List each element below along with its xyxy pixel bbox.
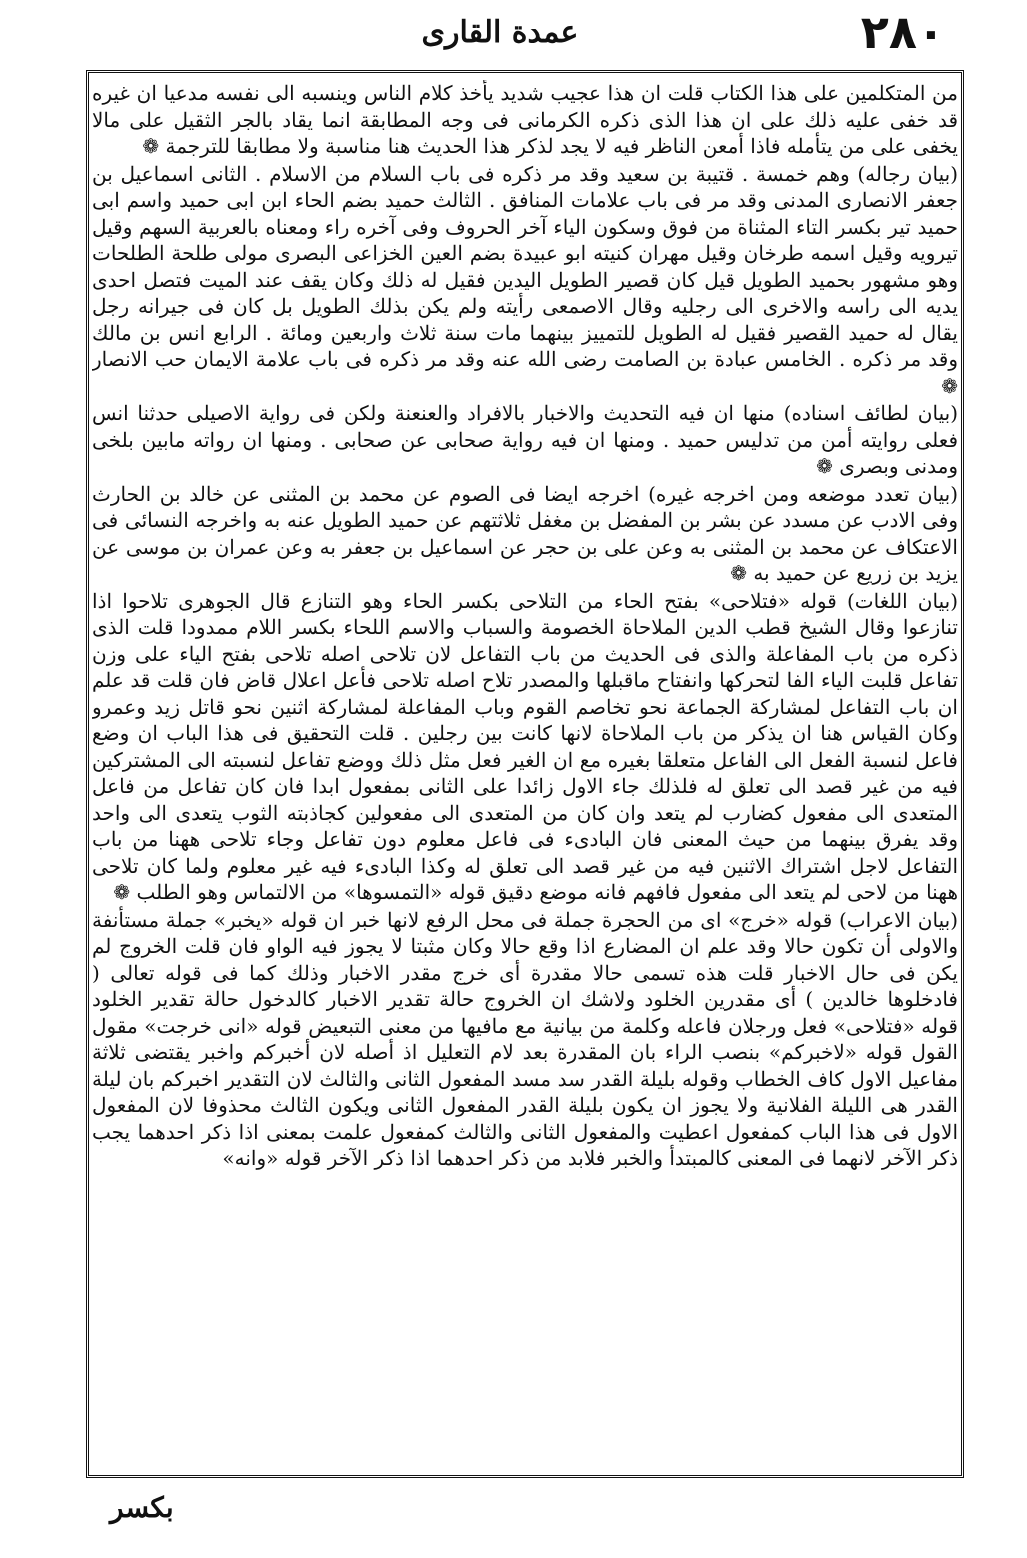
page-number: ٢٨٠	[860, 5, 945, 59]
paragraph-other-sources: (بيان تعدد موضعه ومن اخرجه غيره) اخرجه ايضا فى الصوم عن محمد بن المثنى عن خالد بن الحارث وفى الادب عن مسدد عن بشر بن المفضل بن مغفل ثلاثتهم عن حميد الطويل عنه به واخرجه النسائى فى الاعتكاف عن محمد بن المثنى به وعن على بن حجر عن اسماعيل بن جعفر به وعن عمران بن موسى عن يزيد بن زريع عن حميد به ❁	[92, 481, 958, 585]
running-title: عمدة القارى	[421, 15, 579, 50]
text-body	[92, 80, 958, 1472]
catchword: بكسر	[110, 1491, 174, 1524]
paragraph-grammar: (بيان الاعراب) قوله «خرج» اى من الحجرة جملة فى محل الرفع لانها خبر ان قوله «يخبر» جملة مستأنفة والاولى أن تكون حالا وقد علم ان المضارع اذا وقع حالا وكان مثبتا لا يجوز فيه الواو فان قلت الخروج لم يكن فى حال الاخبار قلت هذه تسمى حالا مقدرة أى خرج مقدر الاخبار وذلك كما فى قوله تعالى ( فادخلوها خالدين ) أى مقدرين الخلود ولاشك ان الخروج حالة تقدير الاخبار كالدخول حالة تقدير الخلود قوله «فتلاحى» فعل ورجلان فاعله وكلمة من بيانية مع مافيها من معنى التبعيض قوله «انى خرجت» مقول القول قوله «لاخبركم» بنصب الراء بان المقدرة بعد لام التعليل اذ أصله لان أخبركم واخبر يقتضى ثلاثة مفاعيل الاول كاف الخطاب وقوله بليلة القدر سد مسد المفعول الثانى والثالث لان التقدير اخبركم بان ليلة القدر هى الليلة الفلانية ولا يجوز ان يكون بليلة القدر المفعول الثانى ويكون الثالث محذوفا لان المفعول الاول فى هذا الباب كمفعول اعطيت والمفعول الثانى والثالث كمفعول علمت بمعنى اذا ذكر احدهما يجب ذكر الآخر لانهما فى المعنى كالمبتدأ والخبر فلابد من ذكر احدهما اذا ذكر الآخر قوله «وانه»	[92, 907, 958, 1170]
paragraph-intro: من المتكلمين على هذا الكتاب قلت ان هذا عجيب شديد يأخذ كلام الناس وينسبه الى نفسه مدعيا ان غيره قد خفى عليه ذلك على ان هذا الذى ذكره الكرمانى فى وجه المطابقة انما يقاد بالجر الثقيل على مالا يخفى على من يتأمله فاذا أمعن الناظر فيه لا يجد لذكر هذا الحديث هنا مناسبة ولا مطابقا للترجمة ❁	[92, 81, 958, 158]
paragraph-lexicon: (بيان اللغات) قوله «فتلاحى» بفتح الحاء من التلاحى بكسر الحاء وهو التنازع قال الجوهرى تلاحوا اذا تنازعوا وقال الشيخ قطب الدين الملاحاة الخصومة والسباب والاسم اللحاء بكسر اللام ممدودا قلت الذى ذكره من باب المفاعلة والذى فى الحديث من باب التفاعل لان تلاحى اصله تلاحى بفتح الياء على وزن تفاعل قلبت الياء الفا لتحركها وانفتاح ماقبلها والمصدر تلاح اصله تلاحى فأعل اعلال قاض فان قلت قد علم ان باب التفاعل لمشاركة الجماعة نحو تخاصم القوم وباب المفاعلة لمشاركة اثنين نحو قاتل زيد وعمرو وكان القياس هنا ان يذكر من باب الملاحاة لانها كانت بين رجلين . قلت التحقيق فى هذا الباب ان وضع فاعل لنسبة الفعل الى الفاعل متعلقا بغيره مع ان الغير فعل مثل ذلك ووضع تفاعل لنسبته الى المشتركين فيه من غير قصد الى تعلق له فلذلك جاء الاول زائدا على الثانى بمفعول ابدا فان كان تفاعل من فاعل المتعدى الى مفعول كضارب لم يتعد وان كان من المتعدى الى مفعولين كجاذبته الثوب يتعدى الى واحد وقد يفرق بينهما من حيث المعنى فان البادىء فى فاعل معلوم دون تفاعل وجاء تلاحى ههنا من باب التفاعل لاجل اشتراك الاثنين فيه من غير قصد الى تعلق له وكذا البادىء فيه غير معلوم ولما كان تلاحى ههنا من لاحى لم يتعد الى مفعول فافهم فانه موضع دقيق قوله «التمسوها» من الالتماس وهو الطلب ❁	[92, 588, 958, 904]
paragraph-narrators: (بيان رجاله) وهم خمسة . قتيبة بن سعيد وقد مر ذكره فى باب السلام من الاسلام . الثانى اسماعيل بن جعفر الانصارى المدنى وقد مر فى باب علامات المنافق . الثالث حميد بضم الحاء ابن ابى حميد واسم ابى حميد تير بكسر التاء المثناة من فوق وسكون الياء آخر الحروف وفى آخره راء ومعناه بالعربية السهم وقيل تيرويه وقيل اسمه طرخان وقيل مهران كنيته ابو عبيدة بضم العين الخزاعى البصرى مولى طلحة الطلحات وهو مشهور بحميد الطويل قيل كان قصير الطويل اليدين فقيل له ذلك وكان يقف عند الميت فتصل احدى يديه الى راسه والاخرى الى رجليه وقال الاصمعى رأيته ولم يكن بذلك الطويل بل كان فى جيرانه رجل يقال له حميد القصير فقيل له الطويل للتمييز بينهما مات سنة ثلاث واربعين ومائة . الرابع انس بن مالك وقد مر ذكره . الخامس عبادة بن الصامت رضى الله عنه وقد مر ذكره فى باب علامة الايمان حب الانصار ❁	[92, 161, 958, 398]
paragraph-chain-subtleties: (بيان لطائف اسناده) منها ان فيه التحديث والاخبار بالافراد والعنعنة ولكن فى رواية الاصيلى حدثنا انس فعلى روايته أمن من تدليس حميد . ومنها ان فيه رواية صحابى عن صحابى . ومنها ان رواته مابين بلخى ومدنى وبصرى ❁	[92, 401, 958, 478]
page-header	[55, 0, 945, 70]
